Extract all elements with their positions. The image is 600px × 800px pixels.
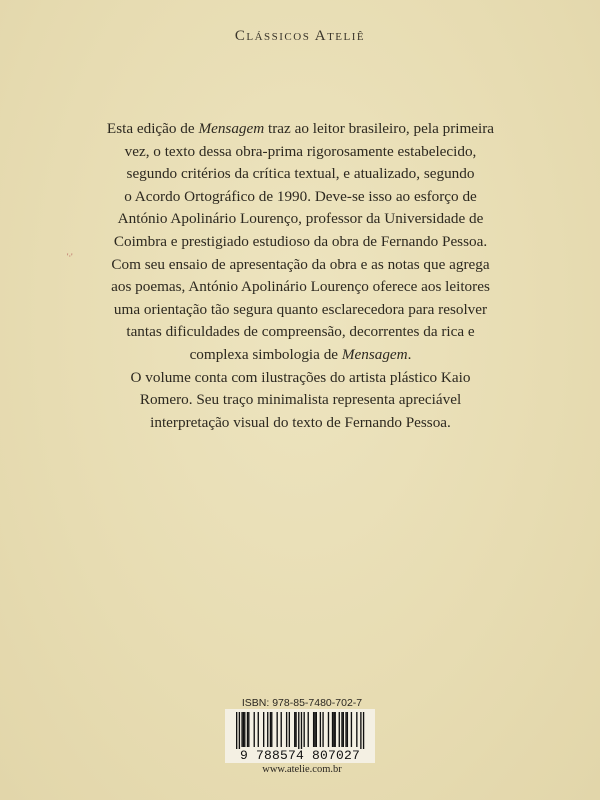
barcode-bar [335,712,336,747]
blurb-text: Coimbra e prestigiado estudioso da obra de Fernando Pessoa. [113,232,488,250]
barcode-bar [360,712,361,749]
barcode-bar [239,712,240,749]
series-title: Clássicos Ateliê [234,28,366,44]
blurb-line [78,231,523,254]
blurb-line [78,276,523,299]
barcode-digits: 9 788574 807027 [239,748,361,763]
barcode-bar [343,712,344,747]
barcode-bar [271,712,272,747]
book-title-italic: Mensagem [198,120,265,137]
barcode-bar [294,712,295,747]
blurb-text: . [407,345,412,363]
barcode-bar [328,712,329,747]
blurb-line [78,389,523,412]
barcode-bar [308,712,309,747]
barcode-bar [363,712,364,749]
blurb-text: segundo critérios da crítica textual, e atualizado, segundo [126,165,475,183]
blurb-text: Com seu ensaio de apresentação da obra e as notas que agrega [111,255,490,273]
cover-blurb [78,118,523,434]
barcode-bar [244,712,245,747]
barcode-bar [347,712,348,747]
barcode-bar [277,712,278,747]
barcode-bar [313,712,314,747]
blurb-text: Esta edição de [106,120,199,137]
blurb-line [78,299,523,322]
blurb-line [78,412,523,435]
blurb-line [78,141,523,164]
blurb-text: tantas dificuldades de compreensão, decorrentes da rica e [126,323,475,341]
blurb-text: O volume conta com ilustrações do artista plástico Kaio [130,368,471,386]
blurb-line [78,118,523,141]
barcode-bar [333,712,334,747]
barcode-bar [286,712,287,747]
blurb-line [78,208,523,231]
blurb-text: António Apolinário Lourenço, professor da Universidade de [117,210,484,228]
blurb-text: interpretação visual do texto de Fernando Pessoa. [150,413,451,431]
barcode-bar [281,712,282,747]
blurb-text: uma orientação tão segura quanto esclarecedora para resolver [113,300,488,318]
barcode-bar [263,712,264,747]
barcode-bar [258,712,259,747]
barcode-bar [301,712,302,749]
barcode-bar [298,712,299,749]
barcode-bar [270,712,271,747]
blurb-text: o Acordo Ortográfico de 1990. Deve-se isso ao esforço de [124,187,477,205]
barcode-bar [356,712,357,747]
blurb-text: aos poemas, António Apolinário Lourenço oferece aos leitores [111,278,490,296]
ink-speck-mark: '·' [67,252,73,261]
barcode-bar [289,712,290,747]
barcode-bar [322,712,323,747]
barcode-bar [351,712,352,747]
barcode-bar [243,712,244,747]
barcode-bar [295,712,296,747]
blurb-line [78,344,523,367]
barcode-bar [304,712,305,747]
blurb-line [78,254,523,277]
barcode-bar [247,712,248,747]
barcode-bar [248,712,249,747]
barcode-bar [320,712,321,747]
publisher-website: www.atelie.com.br [262,764,342,775]
barcode-bar [341,712,342,747]
blurb-text: Romero. Seu traço minimalista representa apreciável [139,391,462,409]
blurb-line [78,367,523,390]
barcode-bar [241,712,242,747]
blurb-line [78,321,523,344]
barcode-bar [345,712,346,747]
barcode-bar [236,712,237,749]
blurb-text: vez, o texto dessa obra-prima rigorosamente estabelecido, [124,142,477,160]
barcode-bar [254,712,255,747]
barcode-bar [339,712,340,747]
isbn-label: ISBN: 978-85-7480-702-7 [241,697,363,709]
blurb-line [78,163,523,186]
barcode-bar [316,712,317,747]
barcode-bar [332,712,333,747]
barcode-bar [267,712,268,747]
blurb-text: traz ao leitor brasileiro, pela primeira [264,120,495,137]
barcode-bars [225,709,375,749]
blurb-line [78,186,523,209]
barcode-bar [314,712,315,747]
blurb-text: complexa simbologia de [189,345,342,363]
book-title-italic: Mensagem [341,345,408,363]
